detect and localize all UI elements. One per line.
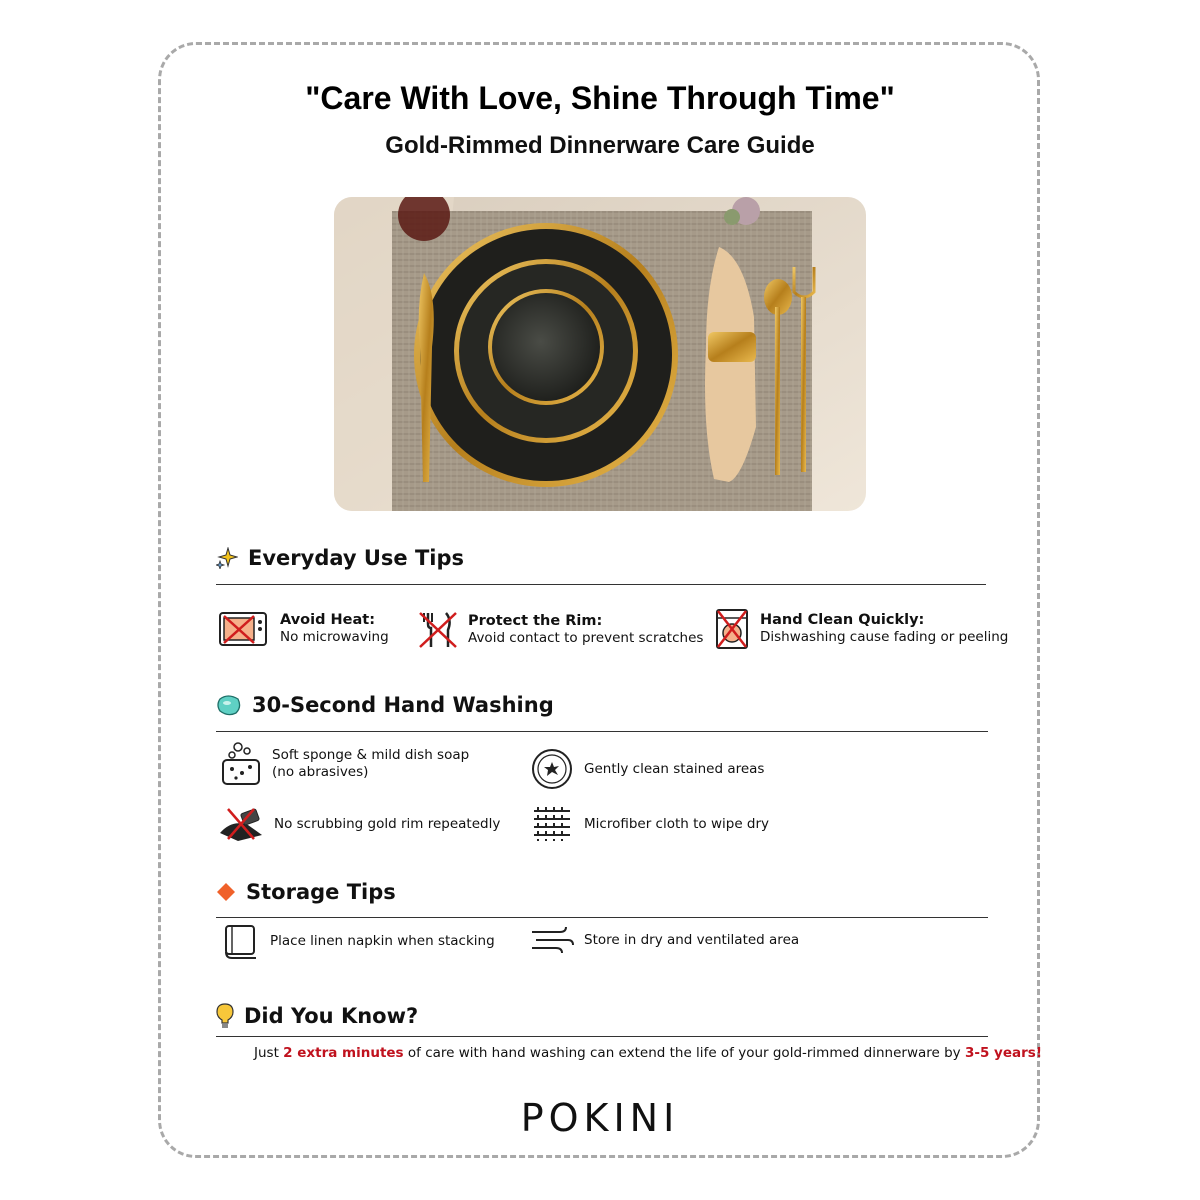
napkin-icon: [222, 922, 260, 960]
did-you-know-heading: Did You Know?: [216, 1003, 418, 1029]
sponge-icon: [220, 741, 262, 787]
no-scrubbing-icon: [218, 805, 264, 843]
storage-dry-ventilated: Store in dry and ventilated area: [530, 924, 799, 956]
no-dishwasher-icon: [714, 608, 750, 650]
diamond-icon: [216, 882, 236, 902]
hand-washing-rule: [216, 731, 988, 732]
wind-icon: [530, 924, 574, 956]
tip-protect-rim: Protect the Rim: Avoid contact to prevent scratches: [418, 610, 703, 650]
wash-microfiber-dry: Microfiber cloth to wipe dry: [530, 805, 769, 843]
no-cutlery-icon: [418, 610, 458, 650]
brand-logo: POKINI: [520, 1096, 680, 1140]
fact-highlight-years: 3-5 years!: [964, 1045, 1042, 1061]
stain-icon: [530, 747, 574, 791]
wash-no-scrubbing: No scrubbing gold rim repeatedly: [218, 805, 500, 843]
tip-hand-clean: Hand Clean Quickly: Dishwashing cause fading or peeling: [714, 608, 1008, 650]
fact-highlight-minutes: 2 extra minutes: [283, 1045, 404, 1061]
everyday-tips-heading: Everyday Use Tips: [216, 546, 464, 570]
wash-sponge-soap: Soft sponge & mild dish soap (no abrasives): [220, 741, 469, 787]
tip-avoid-heat: Avoid Heat: No microwaving: [218, 610, 389, 648]
hand-washing-heading: 30-Second Hand Washing: [216, 693, 554, 717]
fact-text: Just 2 extra minutes of care with hand washing can extend the life of your gold-rimmed dinnerware by 3-5 years!: [254, 1045, 1042, 1061]
microfiber-cloth-icon: [530, 805, 574, 843]
lightbulb-icon: [216, 1003, 234, 1029]
page-title: "Care With Love, Shine Through Time": [305, 80, 895, 116]
everyday-tips-rule: [216, 584, 986, 585]
soap-icon: [216, 693, 242, 717]
dinnerware-photo: [334, 197, 866, 511]
no-microwave-icon: [218, 610, 270, 648]
sparkles-icon: [216, 547, 238, 569]
wash-stained-areas: Gently clean stained areas: [530, 747, 764, 791]
storage-tips-rule: [216, 917, 988, 918]
storage-tips-heading: Storage Tips: [216, 880, 396, 904]
page-subtitle: Gold-Rimmed Dinnerware Care Guide: [385, 132, 815, 159]
did-you-know-rule: [216, 1036, 988, 1037]
storage-linen-napkin: Place linen napkin when stacking: [222, 922, 495, 960]
